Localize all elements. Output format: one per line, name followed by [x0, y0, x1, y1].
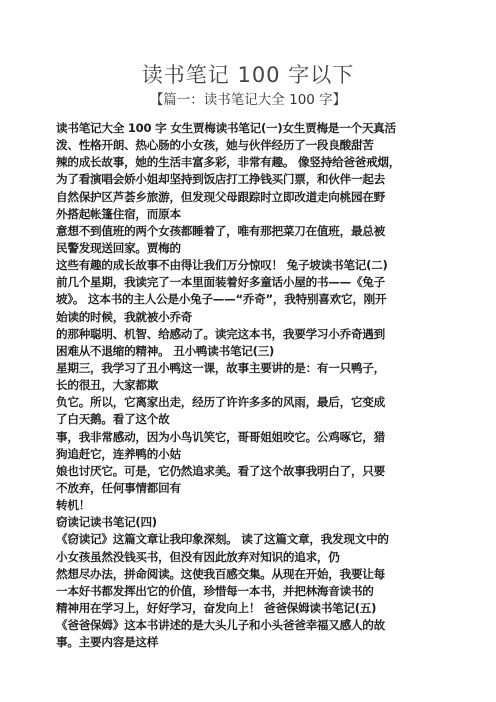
body-line: 窃读记读书笔记(四): [56, 515, 157, 530]
body-line: 娘也讨厌它。可是，它仍然追求美。看了这个故事我明白了，只要: [56, 463, 385, 478]
body-line: 前几个星期，我读完了一本里面装着好多童话小屋的书——《兔子: [56, 275, 385, 290]
body-line: 意想不到值班的两个女孩都睡着了，唯有那把菜刀在值班，最总被: [56, 223, 385, 238]
body-line: 然想尽办法，拼命阅读。这使我百感交集。从现在开始，我要让每: [56, 566, 385, 581]
body-line: 为了看演唱会娇小姐却坚持到饭店打工挣钱买门票，和伙伴一起去: [56, 172, 385, 187]
document-subtitle: 【篇一：读书笔记大全 100 字】: [149, 92, 347, 108]
document-title: 读书笔记 100 字以下: [141, 63, 355, 87]
body-line: 泼、性格开朗、热心肠的小女孩，她与伙伴经历了一段良酸甜苦: [56, 138, 374, 153]
body-line: 《窃读记》这篇文章让我印象深刻。 读了这篇文章，我发现文中的: [56, 532, 389, 547]
body-line: 始读的时候，我就被小乔奇: [56, 309, 193, 324]
body-line: 星期三，我学习了丑小鸭这一课，故事主要讲的是：有一只鸭子，: [56, 360, 385, 375]
body-line: 读书笔记大全 100 字 女生贾梅读书笔记(一)女生贾梅是一个天真活: [56, 121, 396, 135]
body-line: 自然保护区芦荟乡旅游，但发现父母跟踪时立即改道走向桃园在野: [56, 189, 385, 204]
body-line: 了白天鹅。看了这个故: [56, 412, 170, 427]
body-line: 辣的成长故事，她的生活丰富多彩，非常有趣。 像竖持给爸爸戒烟，: [56, 155, 401, 170]
body-line: 转机！: [56, 498, 91, 513]
body-line: 狗追赶它，连养鸭的小姑: [56, 446, 181, 461]
body-line: 事，我非常感动，因为小鸟讥笑它，哥哥姐姐咬它。公鸡啄它，猎: [56, 429, 385, 444]
body-line: 外搭起帐篷住宿，而原本: [56, 206, 181, 221]
body-line: 民警发现送回家。贾梅的: [56, 240, 181, 255]
body-line: 精神用在学习上，好好学习，奋发向上！ 爸爸保姆读书笔记(五): [56, 600, 377, 615]
body-line: 困难从不退缩的精神。 丑小鸭读书笔记(三): [56, 343, 275, 358]
body-line: 坡》。 这本书的主人公是小兔子——“乔奇”，我特别喜欢它，刚开: [56, 292, 387, 307]
body-line: 这些有趣的成长故事不由得让我们万分惊叹！ 兔子坡读书笔记(二): [56, 258, 388, 273]
body-line: 《爸爸保姆》这本书讲述的是大头儿子和小头爸爸幸福又感人的故: [56, 618, 385, 633]
body-line: 小女孩虽然没钱买书，但没有因此放弃对知识的追求，仍: [56, 549, 340, 564]
document-body: [56, 120, 446, 651]
body-line: 事。主要内容是这样: [56, 635, 159, 650]
body-line: 不放弃，任何事情都回有: [56, 480, 181, 495]
body-line: 长的很丑，大家都欺: [56, 378, 159, 393]
body-line: 负它。所以，它离家出走，经历了许许多多的风雨，最后，它变成: [56, 395, 385, 410]
body-line: 一本好书都发挥出它的价值，珍惜每一本书，并把林海音读书的: [56, 583, 374, 598]
body-line: 的那种聪明、机智、给感动了。读完这本书，我要学习小乔奇遇到: [56, 326, 385, 341]
